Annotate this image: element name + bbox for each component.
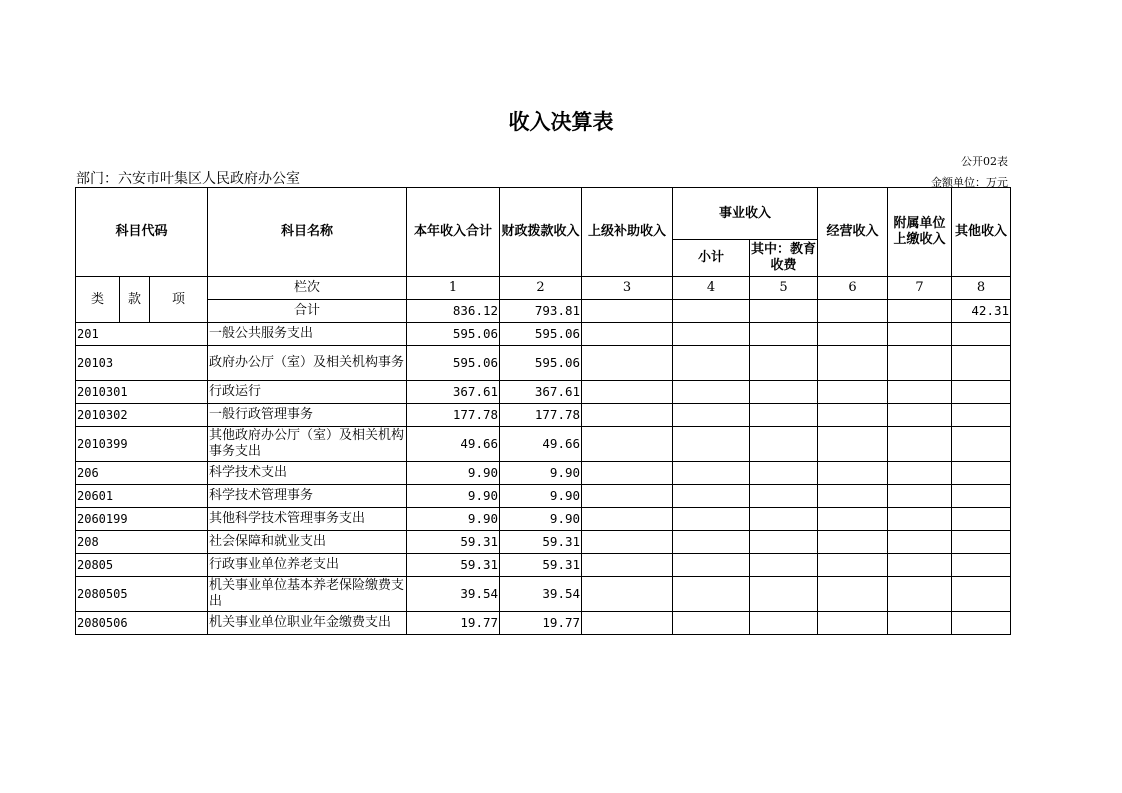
header-subtotal: 小计 — [673, 240, 750, 277]
header-superior: 上级补助收入 — [582, 188, 673, 277]
col-number: 4 — [673, 277, 750, 300]
row-total: 19.77 — [407, 612, 500, 635]
row-total: 367.61 — [407, 381, 500, 404]
row-name: 其他科学技术管理事务支出 — [208, 508, 407, 531]
row-code: 201 — [76, 323, 208, 346]
table-row — [76, 554, 1011, 577]
col-number: 3 — [582, 277, 673, 300]
table-row — [76, 485, 1011, 508]
row-name: 其他政府办公厅（室）及相关机构事务支出 — [208, 427, 407, 462]
col-number: 8 — [952, 277, 1011, 300]
row-fiscal: 9.90 — [500, 485, 582, 508]
col-number: 1 — [407, 277, 500, 300]
row-fiscal: 59.31 — [500, 554, 582, 577]
row-name: 一般行政管理事务 — [208, 404, 407, 427]
row-fiscal: 595.06 — [500, 323, 582, 346]
row-fiscal: 19.77 — [500, 612, 582, 635]
header-affiliated: 附属单位上缴收入 — [888, 188, 952, 277]
row-code: 2080505 — [76, 577, 208, 612]
row-fiscal: 367.61 — [500, 381, 582, 404]
header-business: 事业收入 — [673, 188, 818, 240]
row-name: 行政事业单位养老支出 — [208, 554, 407, 577]
table-row — [76, 612, 1011, 635]
row-fiscal: 59.31 — [500, 531, 582, 554]
col-number: 6 — [818, 277, 888, 300]
total-row-other: 42.31 — [952, 300, 1011, 323]
row-code: 2010302 — [76, 404, 208, 427]
table-row — [76, 346, 1011, 381]
row-total: 9.90 — [407, 508, 500, 531]
row-total: 595.06 — [407, 346, 500, 381]
row-code: 20601 — [76, 485, 208, 508]
row-fiscal: 177.78 — [500, 404, 582, 427]
row-total: 595.06 — [407, 323, 500, 346]
row-name: 机关事业单位基本养老保险缴费支出 — [208, 577, 407, 612]
income-settlement-table — [75, 187, 1011, 635]
total-row-label: 合计 — [208, 300, 407, 323]
header-xiang: 项 — [150, 277, 208, 323]
row-name: 机关事业单位职业年金缴费支出 — [208, 612, 407, 635]
row-name: 一般公共服务支出 — [208, 323, 407, 346]
header-name: 科目名称 — [208, 188, 407, 277]
form-number: 公开02表 — [961, 155, 1008, 168]
row-fiscal: 9.90 — [500, 508, 582, 531]
row-code: 20103 — [76, 346, 208, 381]
total-row-fiscal: 793.81 — [500, 300, 582, 323]
row-name: 社会保障和就业支出 — [208, 531, 407, 554]
row-code: 2010399 — [76, 427, 208, 462]
page-title: 收入决算表 — [508, 110, 614, 134]
table-row — [76, 323, 1011, 346]
row-code: 2010301 — [76, 381, 208, 404]
row-code: 20805 — [76, 554, 208, 577]
table-row — [76, 404, 1011, 427]
col-number: 7 — [888, 277, 952, 300]
row-fiscal: 49.66 — [500, 427, 582, 462]
table-row — [76, 508, 1011, 531]
col-number: 5 — [750, 277, 818, 300]
row-code: 2060199 — [76, 508, 208, 531]
table-row — [76, 531, 1011, 554]
table-row — [76, 577, 1011, 612]
row-name: 政府办公厅（室）及相关机构事务 — [208, 346, 407, 381]
row-total: 49.66 — [407, 427, 500, 462]
total-row-total: 836.12 — [407, 300, 500, 323]
department-label: 部门：六安市叶集区人民政府办公室 — [76, 171, 300, 187]
row-fiscal: 595.06 — [500, 346, 582, 381]
table-row — [76, 427, 1011, 462]
row-total: 59.31 — [407, 554, 500, 577]
header-education: 其中：教育收费 — [750, 240, 818, 277]
row-fiscal: 9.90 — [500, 462, 582, 485]
row-total: 9.90 — [407, 462, 500, 485]
header-total: 本年收入合计 — [407, 188, 500, 277]
amount-unit-label: 金额单位：万元 — [931, 176, 1008, 189]
row-code: 206 — [76, 462, 208, 485]
row-name: 科学技术支出 — [208, 462, 407, 485]
row-code: 208 — [76, 531, 208, 554]
table-row — [76, 462, 1011, 485]
row-code: 2080506 — [76, 612, 208, 635]
header-other: 其他收入 — [952, 188, 1011, 277]
row-name: 科学技术管理事务 — [208, 485, 407, 508]
header-code: 科目代码 — [76, 188, 208, 277]
row-total: 39.54 — [407, 577, 500, 612]
header-kuan: 款 — [120, 277, 150, 323]
col-number: 2 — [500, 277, 582, 300]
row-fiscal: 39.54 — [500, 577, 582, 612]
row-name: 行政运行 — [208, 381, 407, 404]
header-lanci: 栏次 — [208, 277, 407, 300]
row-total: 59.31 — [407, 531, 500, 554]
header-fiscal: 财政拨款收入 — [500, 188, 582, 277]
table-row — [76, 381, 1011, 404]
header-lei: 类 — [76, 277, 120, 323]
header-operating: 经营收入 — [818, 188, 888, 277]
row-total: 9.90 — [407, 485, 500, 508]
row-total: 177.78 — [407, 404, 500, 427]
